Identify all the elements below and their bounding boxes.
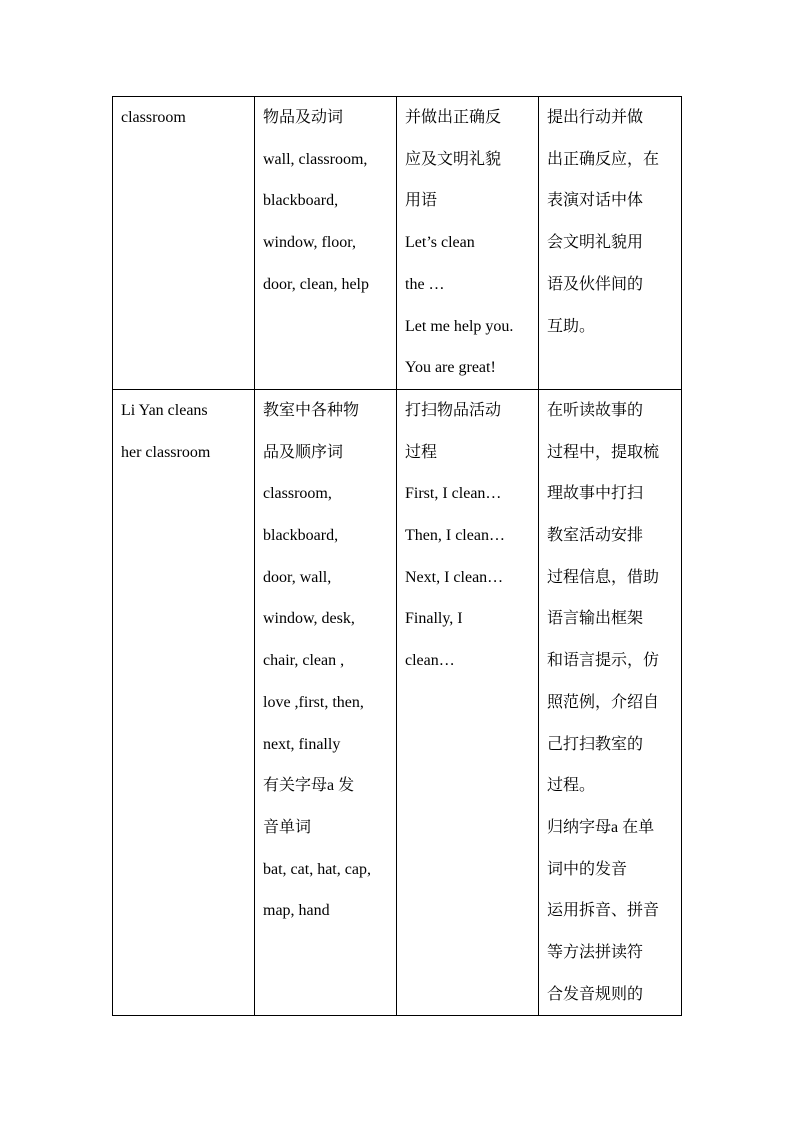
cell-line: 合发音规则的 <box>547 985 644 1003</box>
cell-line: 应及文明礼貌 <box>405 150 502 168</box>
cell-line: 用语 <box>405 192 438 210</box>
table-cell-topic <box>113 389 255 1016</box>
cell-line: Next, I clean… <box>405 568 504 586</box>
lesson-content-table <box>112 96 682 1016</box>
table-row <box>113 97 682 390</box>
cell-line: 过程 <box>405 443 438 461</box>
cell-line: 教室中各种物 <box>263 401 360 419</box>
cell-line: Let’s clean <box>405 234 475 252</box>
cell-line: 理故事中打扫 <box>547 485 644 503</box>
cell-line: classroom, <box>263 485 332 503</box>
cell-line: 语及伙伴间的 <box>547 275 644 293</box>
cell-line: 物品及动词 <box>263 109 344 126</box>
cell-line: First, I clean… <box>405 485 502 503</box>
table-cell-sentences <box>397 389 539 1016</box>
cell-line: bat, cat, hat, cap, <box>263 860 371 878</box>
cell-line: Let me help you. <box>405 317 514 335</box>
cell-line: 和语言提示，仿 <box>547 652 660 670</box>
cell-line: 运用拆音、拼音 <box>547 902 660 920</box>
table-cell-vocabulary <box>255 389 397 1016</box>
cell-line: 表演对话中体 <box>547 192 644 210</box>
cell-line: her classroom <box>121 443 211 461</box>
cell-line: 归纳字母a 在单 <box>547 818 655 836</box>
cell-line: blackboard, <box>263 192 339 210</box>
cell-line: door, wall, <box>263 568 332 586</box>
cell-line: classroom <box>121 109 186 126</box>
cell-line: door, clean, help <box>263 275 369 293</box>
cell-line: window, floor, <box>263 234 356 252</box>
cell-line: window, desk, <box>263 610 355 628</box>
cell-line: 等方法拼读符 <box>547 944 644 962</box>
table-cell-vocabulary <box>255 97 397 390</box>
cell-line: 音单词 <box>263 818 312 836</box>
cell-line: next, finally <box>263 735 341 753</box>
table-cell-goals <box>539 389 682 1016</box>
cell-line: 并做出正确反 <box>405 109 502 126</box>
cell-line: 己打扫教室的 <box>547 735 644 753</box>
cell-line: 照范例，介绍自 <box>547 693 660 711</box>
cell-line: 有关字母a 发 <box>263 777 355 795</box>
table-row <box>113 389 682 1016</box>
cell-line: 在听读故事的 <box>547 401 644 419</box>
cell-line: 出正确反应，在 <box>547 150 660 168</box>
cell-line: the … <box>405 275 445 293</box>
cell-line: 互助。 <box>547 317 596 335</box>
cell-line: clean… <box>405 652 455 670</box>
table-cell-topic <box>113 97 255 390</box>
cell-line: chair, clean , <box>263 652 345 670</box>
table-cell-goals <box>539 97 682 390</box>
cell-line: 品及顺序词 <box>263 443 344 461</box>
cell-line: 过程信息，借助 <box>547 568 660 586</box>
cell-line: love ,first, then, <box>263 693 364 711</box>
cell-line: 会文明礼貌用 <box>547 234 644 252</box>
cell-line: 提出行动并做 <box>547 109 644 126</box>
cell-line: 打扫物品活动 <box>405 401 502 419</box>
cell-line: blackboard, <box>263 527 339 545</box>
table-cell-sentences <box>397 97 539 390</box>
cell-line: Then, I clean… <box>405 527 505 545</box>
cell-line: 语言输出框架 <box>547 610 644 628</box>
cell-line: 词中的发音 <box>547 860 628 878</box>
cell-line: 过程。 <box>547 777 596 795</box>
cell-line: You are great! <box>405 359 496 377</box>
cell-line: Li Yan cleans <box>121 401 208 419</box>
cell-line: 教室活动安排 <box>547 527 644 545</box>
cell-line: Finally, I <box>405 610 463 628</box>
cell-line: 过程中，提取梳 <box>547 443 660 461</box>
cell-line: wall, classroom, <box>263 150 368 168</box>
cell-line: map, hand <box>263 902 330 920</box>
